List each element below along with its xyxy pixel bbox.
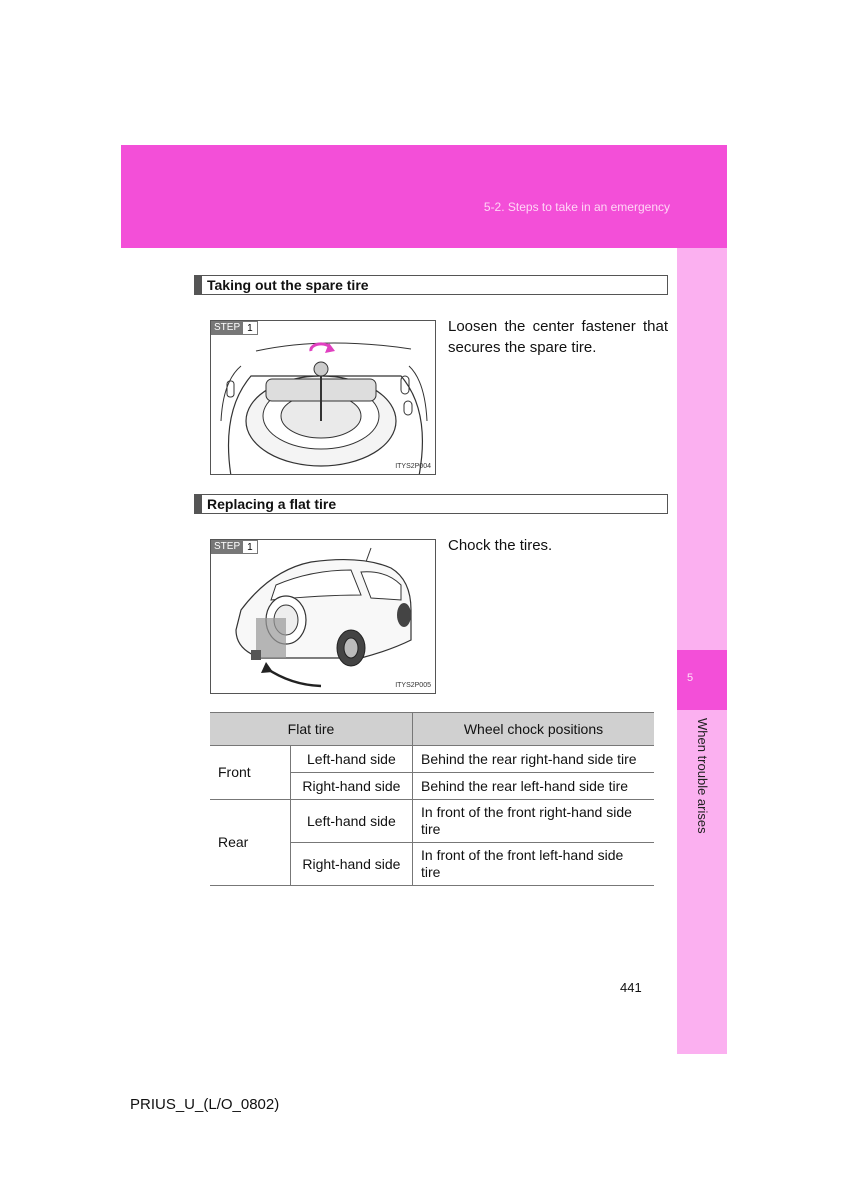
spare-tire-drawing: [211, 321, 436, 475]
car-drawing: [211, 540, 436, 694]
table-row: [210, 800, 654, 843]
figure-code: ITYS2P004: [395, 463, 431, 470]
group-cell: Front: [210, 746, 290, 800]
group-cell: Rear: [210, 800, 290, 886]
side-cell: Right-hand side: [290, 843, 412, 886]
step-number: 1: [243, 321, 258, 335]
side-cell: Left-hand side: [290, 800, 412, 843]
section-heading-flat-tire: [194, 494, 668, 514]
section-heading-spare-tire: [194, 275, 668, 295]
table-header-row: [210, 713, 654, 746]
section-title: Taking out the spare tire: [207, 277, 369, 293]
column-header: Wheel chock positions: [413, 713, 655, 746]
position-cell: Behind the rear right-hand side tire: [413, 746, 655, 773]
side-cell: Right-hand side: [290, 773, 412, 800]
instruction-text: Loosen the center fastener that secures the spare tire.: [448, 318, 668, 356]
chapter-number-block: [677, 650, 727, 710]
spare-tire-illustration: [210, 320, 436, 475]
position-cell: In front of the front left-hand side tire: [413, 843, 655, 886]
chapter-number: 5: [687, 672, 694, 684]
car-chock-illustration: [210, 539, 436, 694]
step-word: STEP: [211, 540, 243, 554]
section-title: Replacing a flat tire: [207, 496, 337, 512]
wheel-chock-table: [210, 712, 654, 886]
page-number: 441: [620, 980, 642, 995]
instruction-text: Chock the tires.: [448, 537, 553, 554]
position-cell: Behind the rear left-hand side tire: [413, 773, 655, 800]
header-band: [121, 145, 727, 248]
chapter-label: When trouble arises: [695, 718, 710, 834]
step-label: [211, 321, 258, 335]
column-header: Flat tire: [210, 713, 413, 746]
footer-doc-code: PRIUS_U_(L/O_0802): [130, 1096, 280, 1113]
table-row: [210, 746, 654, 773]
heading-bar: [195, 495, 202, 513]
side-cell: Left-hand side: [290, 746, 412, 773]
step-number: 1: [243, 540, 258, 554]
figure-code: ITYS2P005: [395, 682, 431, 689]
section-breadcrumb: 5-2. Steps to take in an emergency: [483, 200, 670, 214]
step-word: STEP: [211, 321, 243, 335]
position-cell: In front of the front right-hand side tire: [413, 800, 655, 843]
step-label: [211, 540, 258, 554]
heading-bar: [195, 276, 202, 294]
chapter-side-tab: [677, 248, 727, 1054]
